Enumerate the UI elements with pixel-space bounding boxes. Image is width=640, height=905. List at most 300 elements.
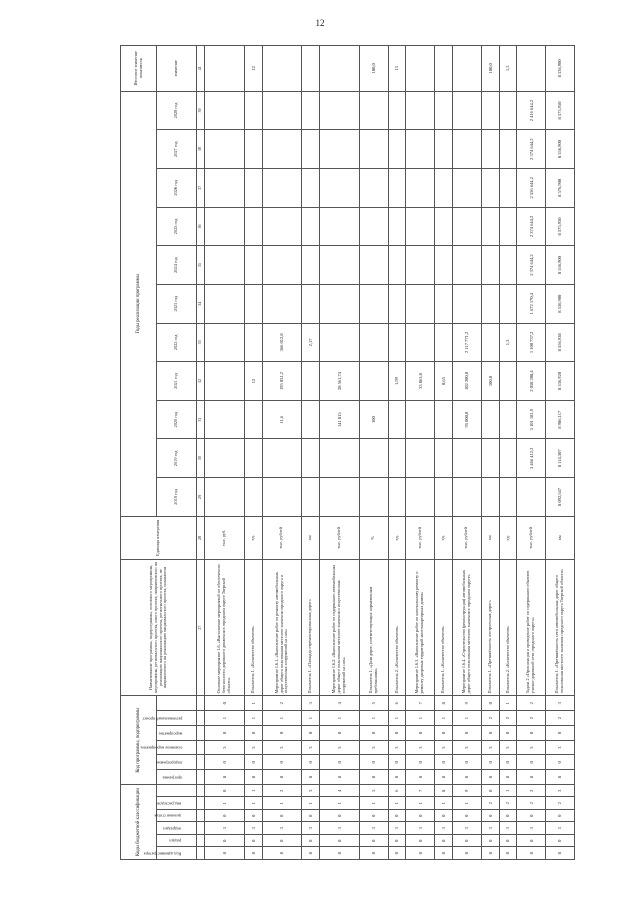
classification-code-cell: 3 — [359, 822, 388, 835]
classification-code-cell: 0 — [244, 810, 262, 823]
program-code-cell: 8 — [359, 770, 388, 785]
classification-code-cell: 0 — [406, 810, 435, 823]
final-value-cell — [262, 46, 302, 92]
column-number: 35 — [197, 246, 205, 285]
year-value-cell — [499, 207, 517, 246]
year-value-cell — [302, 478, 320, 517]
year-value-cell — [302, 91, 320, 130]
program-code-cell: 0 — [388, 725, 406, 740]
year-value-cell — [205, 439, 245, 478]
years-header: Годы реализации программы — [121, 91, 157, 516]
program-code-cell: 0 — [205, 696, 245, 711]
classification-code-cell: 8 — [517, 847, 546, 860]
year-header: 2018 год — [157, 478, 197, 517]
table-row — [262, 46, 302, 860]
program-code-cell: 0 — [244, 725, 262, 740]
year-value-cell — [320, 323, 360, 362]
year-value-cell: 8 575,950 — [546, 207, 575, 246]
year-value-cell — [320, 246, 360, 285]
row-name-cell: Показатель 1. «Количество объектов» — [244, 559, 262, 695]
program-code-cell: 8 — [546, 770, 575, 785]
classification-code-cell: 1 — [244, 785, 262, 798]
year-value-cell — [359, 91, 388, 130]
year-value-cell: 28 561,74 — [320, 362, 360, 401]
program-code-cell: 0 — [262, 755, 302, 770]
year-value-cell — [388, 323, 406, 362]
program-code-cell: 2 — [262, 696, 302, 711]
year-value-cell — [406, 207, 435, 246]
unit-cell: км — [546, 516, 575, 559]
row-name-cell: Основное мероприятие 1.6. «Выполнение мероприятий по обеспечению безопасности дорожного движения в городском округе Тверской области» — [205, 559, 245, 695]
year-value-cell — [406, 400, 435, 439]
classification-code-cell: 1 — [244, 797, 262, 810]
program-code-cell: 0 — [205, 755, 245, 770]
year-value-cell — [481, 207, 499, 246]
year-value-cell — [205, 207, 245, 246]
unit-cell: тыс. рублей — [406, 516, 435, 559]
program-code-cell: 0 — [262, 725, 302, 740]
year-value-cell — [499, 91, 517, 130]
program-code-cell: 3 — [205, 740, 245, 755]
classification-code-cell: 0 — [359, 835, 388, 848]
year-value-cell — [388, 91, 406, 130]
column-number: 32 — [197, 362, 205, 401]
program-code-cell: 0 — [320, 725, 360, 740]
year-value-cell — [205, 130, 245, 169]
year-value-cell: 141 815 — [320, 400, 360, 439]
classification-code-cell: 3 — [302, 822, 320, 835]
year-value-cell — [262, 478, 302, 517]
classification-code-cell: 2 — [262, 785, 302, 798]
program-code-cell: 0 — [546, 725, 575, 740]
final-value-cell — [435, 46, 453, 92]
classification-code-cell: 4 — [320, 785, 360, 798]
row-name-cell: Показатель 1. «Количество объектов» — [435, 559, 453, 695]
classification-code-cell: 8 — [435, 785, 453, 798]
program-code-cell: 3 — [546, 740, 575, 755]
unit-cell: км — [302, 516, 320, 559]
final-value-cell: 100,0 — [481, 46, 499, 92]
year-value-cell — [435, 284, 453, 323]
year-header: 2027 год — [157, 130, 197, 169]
page-number: 12 — [315, 18, 325, 28]
year-value-cell — [205, 362, 245, 401]
table-row — [406, 46, 435, 860]
program-code-cell: 6 — [388, 696, 406, 711]
program-code-cell: 0 — [406, 755, 435, 770]
year-value-cell: 100 — [359, 400, 388, 439]
program-code-cell: 9 — [453, 696, 482, 711]
year-value-cell — [453, 246, 482, 285]
program-code-cell: 0 — [359, 755, 388, 770]
classification-code-cell: 0 — [320, 835, 360, 848]
program-code-cell: 3 — [359, 740, 388, 755]
year-value-cell — [499, 246, 517, 285]
unit-cell: тыс. рублей — [453, 516, 482, 559]
year-value-cell — [359, 323, 388, 362]
table-row — [244, 46, 262, 860]
row-name-cell: Показатель 1. «Площадь отремонтированных дорог» — [302, 559, 320, 695]
year-value-cell — [481, 246, 499, 285]
program-code-cell: 8 — [435, 696, 453, 711]
year-value-cell — [359, 284, 388, 323]
year-value-cell — [435, 478, 453, 517]
unit-cell: км — [481, 516, 499, 559]
program-code-cell: 3 — [546, 696, 575, 711]
program-header: программа — [157, 770, 197, 785]
column-number: 34 — [197, 284, 205, 323]
program-code-cell: 3 — [320, 740, 360, 755]
program-code-cell: 0 — [499, 755, 517, 770]
classification-code-cell: 3 — [262, 822, 302, 835]
year-value-cell — [435, 130, 453, 169]
classification-code-cell: 0 — [517, 835, 546, 848]
program-code-cell: 1 — [262, 711, 302, 726]
year-value-cell — [205, 284, 245, 323]
year-header: 2021 год — [157, 362, 197, 401]
program-code-cell: 0 — [481, 755, 499, 770]
program-table — [120, 45, 575, 860]
year-header: 2022 год — [157, 323, 197, 362]
final-value-header: Итоговое значение показателя — [121, 46, 157, 92]
program-code-cell: 8 — [262, 770, 302, 785]
name-header: Наименование программы, подпрограммы, основного мероприятия, мероприятия, регионального проекта, иного проекта, направленного на реализацию национального проекта, регионального проекта, не направленного на реализацию национального проекта, показателя — [121, 559, 197, 695]
row-name-cell: Мероприятие 1.6.2. «Выполнение работ по содержанию автомобильных дорог общего пользования местного значения и искусственных сооружений на них» — [320, 559, 360, 695]
column-number: 41 — [197, 46, 205, 92]
year-value-cell — [481, 439, 499, 478]
year-value-cell — [435, 207, 453, 246]
row-name-cell: Показатель 1. «Доля дорог, соответствующих нормативным требованиям» — [359, 559, 388, 695]
classification-code-cell: 0 — [481, 835, 499, 848]
classification-code-cell: 3 — [320, 822, 360, 835]
classification-code-cell: 3 — [499, 822, 517, 835]
year-value-cell — [406, 323, 435, 362]
table-row — [453, 46, 482, 860]
year-value-cell — [244, 284, 262, 323]
year-value-cell — [481, 323, 499, 362]
year-header: 2023 год — [157, 284, 197, 323]
row-name-cell: Показатель 1. «Протяжённость сети автомобильных дорог общего пользования местного значения городского округа Тверской области» — [546, 559, 575, 695]
year-value-cell — [302, 130, 320, 169]
year-value-cell — [359, 246, 388, 285]
program-code-cell: 0 — [406, 725, 435, 740]
year-value-cell — [244, 168, 262, 207]
classification-code-cell: 8 — [302, 847, 320, 860]
column-number: 39 — [197, 91, 205, 130]
year-value-cell — [262, 439, 302, 478]
program-code-cell: 3 — [453, 740, 482, 755]
year-value-cell — [453, 91, 482, 130]
classification-code-cell: 7 — [406, 785, 435, 798]
year-value-cell — [435, 91, 453, 130]
year-value-cell — [262, 91, 302, 130]
year-value-cell — [481, 478, 499, 517]
program-code-cell: 1 — [388, 711, 406, 726]
program-code-cell: 3 — [262, 740, 302, 755]
classification-code-cell: 0 — [388, 810, 406, 823]
year-value-cell — [453, 207, 482, 246]
section-header: раздел — [157, 835, 197, 848]
program-code-cell: 7 — [406, 696, 435, 711]
year-value-cell: 11,6 — [262, 400, 302, 439]
unit-cell: ед. — [244, 516, 262, 559]
program-code-cell: 0 — [388, 755, 406, 770]
year-value-cell — [359, 439, 388, 478]
year-value-cell — [406, 246, 435, 285]
classification-code-cell: 2 — [481, 797, 499, 810]
classification-code-cell: 1 — [435, 797, 453, 810]
program-code-cell: 0 — [244, 755, 262, 770]
program-code-cell: 1 — [320, 711, 360, 726]
program-code-cell: 0 — [517, 755, 546, 770]
classification-code-cell: 1 — [320, 797, 360, 810]
program-code-cell: 3 — [435, 740, 453, 755]
year-value-cell — [435, 400, 453, 439]
classification-code-cell: 0 — [453, 810, 482, 823]
table-row — [481, 46, 499, 860]
blank-header-2 — [157, 696, 197, 711]
year-value-cell — [302, 207, 320, 246]
year-value-cell — [481, 168, 499, 207]
year-value-cell — [205, 400, 245, 439]
table-row — [302, 46, 320, 860]
classification-code-cell: 0 — [481, 785, 499, 798]
final-value-cell — [517, 46, 546, 92]
classification-code-cell: 2 — [517, 785, 546, 798]
program-code-cell: 0 — [435, 755, 453, 770]
year-value-cell — [406, 168, 435, 207]
program-code-cell: 1 — [359, 711, 388, 726]
blank-header — [157, 785, 197, 798]
table-row — [435, 46, 453, 860]
year-value-cell: 2 058 208,4 — [517, 362, 546, 401]
program-code-cell: 3 — [499, 740, 517, 755]
year-value-cell — [244, 207, 262, 246]
year-value-cell: 12 — [244, 362, 262, 401]
year-value-cell — [262, 284, 302, 323]
year-value-cell — [388, 478, 406, 517]
year-value-cell — [388, 130, 406, 169]
year-value-cell — [262, 207, 302, 246]
unit-cell: тыс. рублей — [517, 516, 546, 559]
program-code-cell: 2 — [499, 711, 517, 726]
program-code-cell: 2 — [546, 711, 575, 726]
classification-code-cell: 8 — [320, 847, 360, 860]
year-value-cell — [262, 168, 302, 207]
year-value-cell: 1,3 — [499, 323, 517, 362]
year-value-cell — [244, 91, 262, 130]
year-value-cell — [388, 246, 406, 285]
year-header: 2019 год — [157, 439, 197, 478]
year-value-cell: 2,17 — [302, 323, 320, 362]
program-code-cell: 1 — [244, 711, 262, 726]
program-code-cell: 1 — [205, 711, 245, 726]
year-value-cell: 8 092,547 — [546, 478, 575, 517]
program-code-cell: 8 — [205, 770, 245, 785]
year-value-cell — [244, 478, 262, 517]
year-value-cell: 366 012,8 — [262, 323, 302, 362]
year-value-cell — [406, 91, 435, 130]
program-code-cell: 0 — [302, 755, 320, 770]
year-value-cell — [302, 246, 320, 285]
classification-code-cell: 1 — [406, 797, 435, 810]
year-value-cell — [320, 207, 360, 246]
classification-code-cell: 0 — [435, 810, 453, 823]
year-value-cell: 33 863,8 — [406, 362, 435, 401]
year-value-cell — [435, 246, 453, 285]
program-code-cell: 0 — [435, 725, 453, 740]
program-code-cell: 3 — [517, 740, 546, 755]
year-value-cell: 1 100 737,2 — [517, 323, 546, 362]
final-value-cell — [453, 46, 482, 92]
column-number: 33 — [197, 323, 205, 362]
classification-code-cell: 1 — [388, 797, 406, 810]
year-value-cell — [435, 323, 453, 362]
row-name-cell: Показатель 1. «Протяжённость построенных дорог» — [481, 559, 499, 695]
year-value-cell — [388, 284, 406, 323]
classification-code-cell: 1 — [205, 797, 245, 810]
classification-code-cell: 8 — [481, 847, 499, 860]
column-number: 36 — [197, 207, 205, 246]
program-code-cell: 3 — [388, 740, 406, 755]
classification-code-cell: 8 — [406, 847, 435, 860]
year-value-cell — [499, 439, 517, 478]
program-code-header: Код программы, подпрограммы — [121, 696, 157, 785]
final-value-cell: 13 — [388, 46, 406, 92]
classification-code-cell: 3 — [302, 785, 320, 798]
program-code-cell: 8 — [435, 770, 453, 785]
table-row — [499, 46, 517, 860]
classification-code-cell: 0 — [205, 835, 245, 848]
classification-code-cell: 0 — [546, 810, 575, 823]
classification-code-cell: 1 — [359, 797, 388, 810]
program-code-cell: 1 — [499, 696, 517, 711]
classification-code-cell: 0 — [388, 835, 406, 848]
year-header: 2024 год — [157, 246, 197, 285]
classification-code-cell: 8 — [205, 847, 245, 860]
final-value-cell: 100,0 — [359, 46, 388, 92]
classification-code-cell: 8 — [388, 847, 406, 860]
year-value-cell — [406, 439, 435, 478]
year-value-cell: 8 536,920 — [546, 362, 575, 401]
column-number: 28 — [197, 516, 205, 559]
classification-code-cell: 8 — [499, 847, 517, 860]
year-value-cell — [499, 478, 517, 517]
table-row — [205, 46, 245, 860]
classification-code-cell: 3 — [453, 822, 482, 835]
classification-code-cell: 3 — [406, 822, 435, 835]
column-number-row — [197, 46, 205, 860]
year-value-cell — [359, 478, 388, 517]
year-value-cell: 3 101 181,9 — [517, 400, 546, 439]
unit-cell: тыс. рублей — [320, 516, 360, 559]
classification-code-cell: 3 — [244, 822, 262, 835]
final-value-cell — [406, 46, 435, 92]
year-value-cell — [453, 284, 482, 323]
program-code-cell: 1 — [435, 711, 453, 726]
column-number: 30 — [197, 439, 205, 478]
year-value-cell: 8 556,938 — [546, 323, 575, 362]
unit-cell: ед. — [388, 516, 406, 559]
program-code-cell: 3 — [302, 740, 320, 755]
program-code-cell: 0 — [481, 696, 499, 711]
classification-code-cell: 3 — [481, 822, 499, 835]
classification-code-cell: 8 — [435, 847, 453, 860]
target-article-header: целевая статья — [157, 810, 197, 823]
year-value-cell: 8 576,900 — [546, 168, 575, 207]
year-value-cell — [205, 323, 245, 362]
year-value-cell — [320, 168, 360, 207]
unit-header: Единица измерения — [121, 516, 197, 559]
year-value-cell — [453, 439, 482, 478]
classification-code-cell: 0 — [244, 835, 262, 848]
row-name-cell: Мероприятие 1.6.4. «Строительство (реконструкция) автомобильных дорог общего пользования местного значения в городском округе» — [453, 559, 482, 695]
column-number: 29 — [197, 478, 205, 517]
year-header: 2020 год — [157, 400, 197, 439]
program-code-cell: 1 — [302, 711, 320, 726]
program-code-cell: 5 — [359, 696, 388, 711]
program-code-cell: 8 — [499, 770, 517, 785]
year-value-cell: 2 374 644,2 — [517, 130, 546, 169]
program-code-cell: 1 — [244, 696, 262, 711]
year-value-cell — [388, 400, 406, 439]
program-code-cell: 8 — [453, 770, 482, 785]
year-value-cell: 2 556 644,2 — [517, 168, 546, 207]
year-value-cell — [481, 284, 499, 323]
classification-code-cell: 0 — [262, 835, 302, 848]
year-value-cell — [205, 478, 245, 517]
year-value-cell — [499, 362, 517, 401]
program-code-cell: 0 — [517, 725, 546, 740]
year-value-cell: 2 374 644,2 — [517, 246, 546, 285]
classification-code-cell: 3 — [546, 822, 575, 835]
year-value-cell: 8 114,307 — [546, 439, 575, 478]
classification-code-cell: 0 — [262, 810, 302, 823]
final-value-cell — [320, 46, 360, 92]
program-code-cell: 1 — [406, 711, 435, 726]
year-header: 2025 год — [157, 207, 197, 246]
classification-code-cell: 0 — [481, 810, 499, 823]
regional-project-header: региональный проект — [157, 711, 197, 726]
year-value-cell — [406, 478, 435, 517]
expense-type-header: вид расходов — [157, 797, 197, 810]
year-value-cell — [406, 284, 435, 323]
classification-code-cell: 3 — [517, 822, 546, 835]
classification-code-cell: 3 — [435, 822, 453, 835]
year-value-cell: 0,65 — [435, 362, 453, 401]
year-value-cell — [320, 91, 360, 130]
program-code-cell: 2 — [517, 696, 546, 711]
classification-code-cell: 1 — [499, 785, 517, 798]
year-value-cell — [453, 168, 482, 207]
year-value-cell — [453, 478, 482, 517]
year-value-cell — [320, 439, 360, 478]
year-value-cell: 8 575,950 — [546, 91, 575, 130]
table-row — [546, 46, 575, 860]
classification-code-cell: 0 — [435, 835, 453, 848]
program-code-cell: 4 — [320, 696, 360, 711]
year-header: 2026 год — [157, 168, 197, 207]
program-code-cell: 3 — [302, 696, 320, 711]
year-value-cell — [205, 246, 245, 285]
program-code-cell: 0 — [499, 725, 517, 740]
classification-code-cell: 0 — [302, 810, 320, 823]
classification-code-cell: 2 — [546, 797, 575, 810]
main-event-header: основное мероприятие — [157, 740, 197, 755]
unit-cell: ед. — [499, 516, 517, 559]
admin-code-header: Код администратора — [157, 847, 197, 860]
unit-cell: ед. — [435, 516, 453, 559]
